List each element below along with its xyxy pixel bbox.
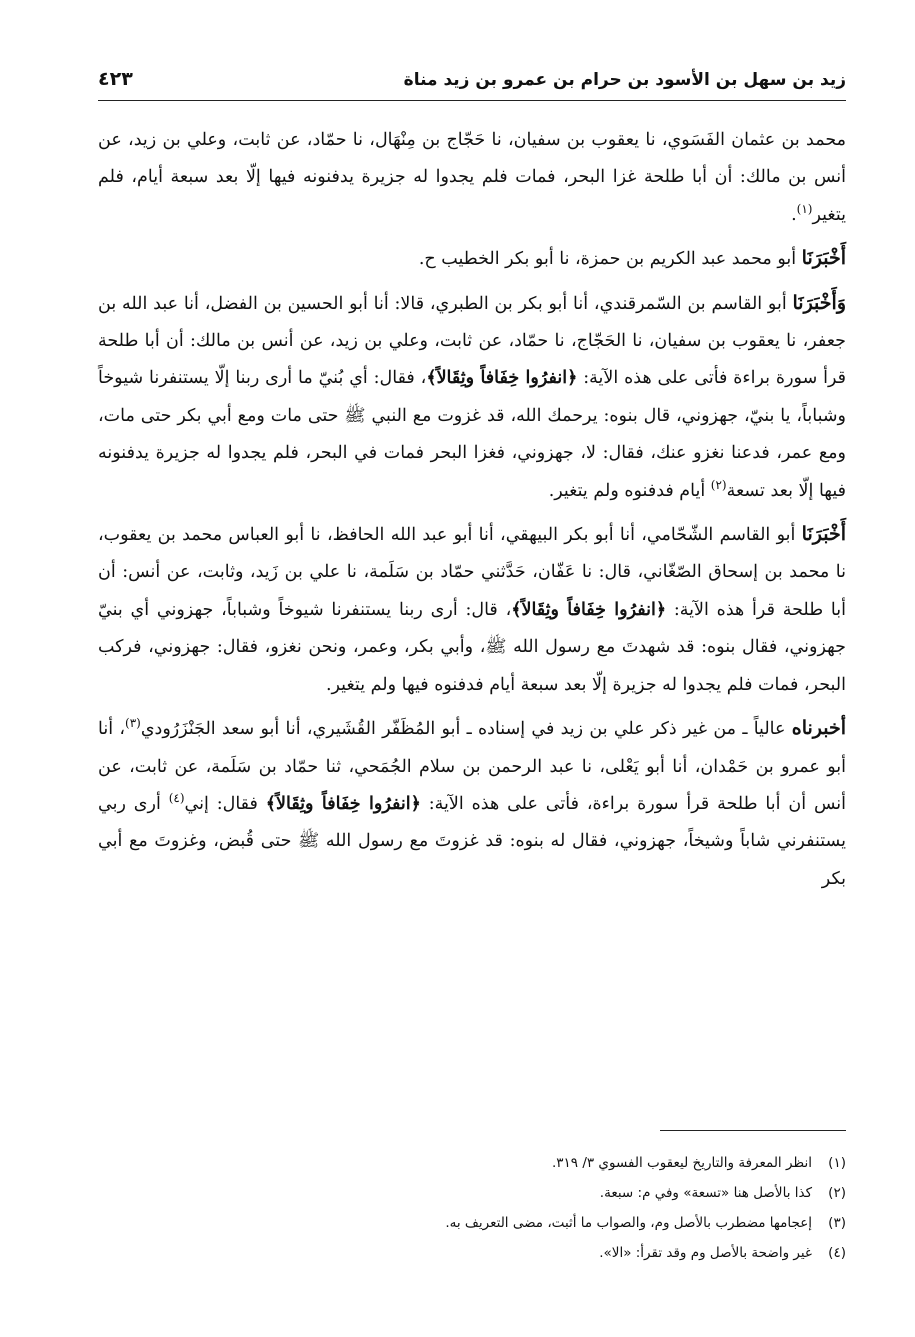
footnote-text: كذا بالأصل هنا «تسعة» وفي م: سبعة.	[599, 1185, 812, 1201]
footnote-text: انظر المعرفة والتاريخ ليعقوب الفسوي ٣/ ٣١٩.	[551, 1155, 812, 1171]
text-run: أبو محمد عبد الكريم بن حمزة، نا أبو بكر الخطيب ح.	[418, 249, 802, 270]
isnad-lead: أَخْبَرَنَا	[801, 247, 846, 270]
footnote-text: إعجامها مضطرب بالأصل وم، والصواب ما أثبت، مضى التعريف به.	[445, 1215, 812, 1231]
paragraph	[98, 516, 846, 704]
isnad-lead: وَأَخْبَرَنَا	[792, 291, 846, 314]
footnote-number: (١)	[828, 1155, 846, 1171]
quran-verse: ﴿انفرُوا خِفَافاً وثِقَالاً﴾	[511, 599, 667, 620]
text-run: أيام فدفنوه ولم يتغير.	[548, 480, 711, 501]
footnote-ref: (٢)	[710, 477, 727, 492]
footnote	[98, 1238, 846, 1268]
text-run: .	[791, 204, 797, 225]
text-run: أبو القاسم بن السّمرقندي، أنا أبو بكر بن الطبري، قالا: أنا أبو الحسين بن الفضل، أنا عبد الله بن جعفر، نا يعقوب بن سفيان، نا الحَجّاج، نا حمّاد، عن ثابت، وعلي بن زيد، عن أنس بن مالك: أن أبا طلحة قرأ سورة براءة فأتى على هذه الآية:	[98, 293, 846, 389]
isnad-lead: أَخْبَرَنَا	[801, 523, 846, 546]
quran-verse: ﴿انفرُوا خِفَافاً وثِقَالاً﴾	[426, 368, 578, 389]
quran-verse: ﴿انفرُوا خِفَافاً وثِقَالاً﴾	[265, 793, 421, 814]
footnote	[98, 1208, 846, 1238]
text-run: فقال: إني	[184, 793, 266, 814]
footnote	[98, 1178, 846, 1208]
text-run: ، فقال: أي بُنيّ ما أرى ربنا إلّا يستنفرنا شيوخاً وشباباً، يا بنيّ، جهزوني، قال بنوه: يرحمك الله، قد غزوت مع النبي ﷺ حتى مات ومع أبي بكر حتى مات، ومع عمر، فدعنا نغزو عنك، فقال: لا، جهزوني، فغزا البحر فمات في البحر، فلم يجدوا له جزيرة يدفنونه فيها إلّا بعد تسعة	[98, 368, 846, 501]
page-number: ٤٢٣	[98, 68, 133, 90]
text-run: ، قال: أرى ربنا يستنفرنا شيوخاً وشباباً، جهزوني أي بنيّ جهزوني، فقال بنوه: قد شهدتَ مع رسول الله ﷺ، وأبي بكر، وعمر، ونحن نغزو، فقال: جهزوني، فركب البحر، فمات فلم يجدوا له جزيرة إلّا بعد سبعة أيام فدفنوه فيها ولم يتغير.	[98, 599, 846, 695]
text-run: محمد بن عثمان الفَسَوي، نا يعقوب بن سفيان، نا حَجّاج بن مِنْهَال، نا حمّاد، عن ثابت، وعلي بن زيد، عن أنس بن مالك: أن أبا طلحة غزا البحر، فمات فلم يجدوا له جزيرة يدفنونه فيها إلّا بعد سبعة أيام، فلم يتغير	[98, 130, 846, 225]
footnote-number: (٤)	[828, 1245, 846, 1261]
paragraph	[98, 710, 846, 898]
footnote-number: (٢)	[828, 1185, 846, 1201]
footnote-number: (٣)	[828, 1215, 846, 1231]
footnote-ref: (٣)	[125, 716, 141, 731]
text-run: عالياً ـ من غير ذكر علي بن زيد في إسناده ـ أبو المُظَفّر القُشَيري، أنا أبو سعد الجَنْزَرُودي	[140, 719, 792, 740]
paragraph	[98, 285, 846, 510]
running-title: زيد بن سهل بن الأسود بن حرام بن عمرو بن زيد مناة	[403, 70, 846, 90]
footnote-ref: (١)	[796, 201, 813, 216]
footnote-ref: (٤)	[168, 791, 185, 806]
footnotes	[98, 1148, 846, 1268]
text-run: أبو القاسم الشّحّامي، أنا أبو بكر البيهقي، أنا أبو عبد الله الحافظ، نا أبو العباس محمد بن يعقوب، نا محمد بن إسحاق الصّغّاني، قال: نا عَفّان، حَدَّثني حمّاد بن سَلَمة، نا علي بن زَيد، وثابت، عن أنس: أن أبا طلحة قرأ هذه الآية:	[98, 525, 846, 620]
text-run: أرى ربي يستنفرني شاباً وشيخاً، جهزوني، فقال له بنوه: قد غزوتَ مع رسول الله ﷺ حتى قُبض، وغزوتَ مع أبي بكر	[98, 793, 846, 889]
header-rule	[98, 100, 846, 101]
footnote-text: غير واضحة بالأصل وم وقد تقرأ: «الا».	[599, 1245, 812, 1261]
text-run: ، أنا أبو عمرو بن حَمْدان، أنا أبو يَعْلى، نا عبد الرحمن بن سلام الجُمَحي، ثنا حمّاد بن سَلَمة، عن ثابت، عن أنس أن أبا طلحة قرأ سورة براءة، فأتى على هذه الآية:	[98, 719, 846, 814]
isnad-lead: أخبرناه	[791, 717, 847, 740]
running-header	[98, 62, 846, 102]
footnote-separator	[660, 1130, 846, 1131]
paragraph	[98, 240, 846, 278]
footnote	[98, 1148, 846, 1178]
paragraph	[98, 122, 846, 234]
main-text	[98, 122, 846, 898]
